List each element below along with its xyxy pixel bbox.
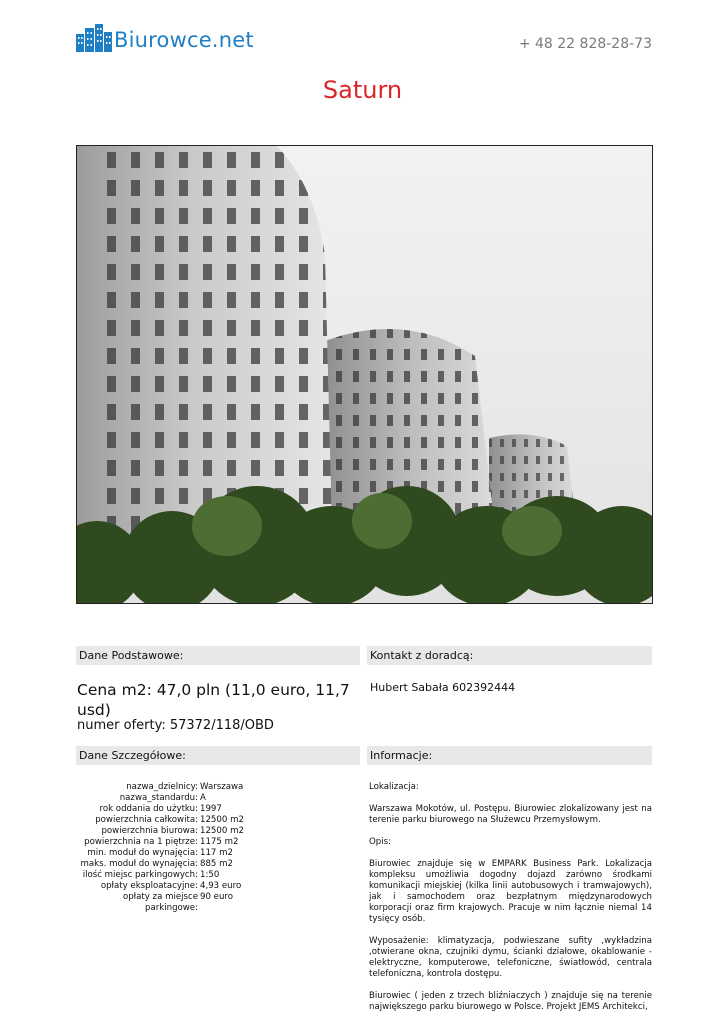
detail-row [77,892,362,914]
info-paragraph: Opis: [369,837,391,847]
detail-row [77,837,362,848]
detail-label: rok oddania do użytku: [99,804,198,814]
detail-row [77,859,362,870]
building-photo [76,145,653,604]
detail-label: min. moduł do wynajęcia: [87,848,198,858]
phone-number[interactable]: + 48 22 828-28-73 [518,36,652,52]
offer-number: numer oferty: 57372/118/OBD [77,718,274,733]
detail-label: opłaty eksploatacyjne: [100,881,198,891]
detail-value: 4,93 euro [200,881,242,891]
detail-value: 1175 m2 [200,837,239,847]
section-contact-header: Kontakt z doradcą: [367,646,652,665]
detail-row [77,793,362,804]
detail-row [77,804,362,815]
detail-row [77,782,362,793]
detail-row [77,815,362,826]
detail-value: 117 m2 [200,848,233,858]
detail-label: nazwa_dzielnicy: [126,782,198,792]
detail-value: 12500 m2 [200,826,244,836]
buildings-logo-icon [76,24,112,52]
info-paragraph: Wyposażenie: klimatyzacja, podwieszane sufity ,wykładzina ,otwierane okna, czujniki dymu, ścianki działowe, okablowanie - elektryczne, komputerowe, telefoniczne, światłowód, centrala telefoniczna, kontrola dostępu. [369,936,652,979]
logo-text: Biurowce.net [114,28,254,52]
detail-value: 1:50 [200,870,220,880]
info-paragraph: Biurowiec znajduje się w EMPARK Business Park. Lokalizacja kompleksu umożliwia dogodny dojazd zarówno środkami komunikacji miejskiej (kilka linii autobusowych i tramwajowych), jak i samochodem oraz bezpłatnym międzynarodowych korporacji oraz firm krajowych. Pracuje w nim łącznie niemal 14 tysięcy osób. [369,859,652,924]
detail-row [77,848,362,859]
section-info-header: Informacje: [367,746,652,765]
section-details-header: Dane Szczegółowe: [76,746,360,765]
advisor-contact[interactable]: Hubert Sabała 602392444 [370,681,516,694]
info-paragraph: Lokalizacja: [369,782,419,792]
office-buildings-image [77,146,653,604]
detail-label: ilość miejsc parkingowych: [82,870,198,880]
detail-value: 1997 [200,804,222,814]
detail-value: 885 m2 [200,859,233,869]
detail-row [77,870,362,881]
detail-label: maks. moduł do wynajęcia: [80,859,198,869]
detail-label: powierzchnia na 1 piętrze: [84,837,198,847]
details-table [77,782,362,914]
detail-row [77,826,362,837]
detail-row [77,881,362,892]
detail-value: A [200,793,206,803]
info-paragraph: Biurowiec ( jeden z trzech bliźniaczych ) znajduje się na terenie największego parku biurowego w Polsce. Projekt JEMS Architekci, [369,991,652,1012]
detail-value: 12500 m2 [200,815,244,825]
detail-value: Warszawa [200,782,244,792]
detail-label: powierzchnia biurowa: [101,826,198,836]
site-logo[interactable] [76,20,254,52]
info-text [369,782,652,1024]
detail-label: nazwa_standardu: [119,793,198,803]
detail-label: opłaty za miejsce parkingowe: [122,892,198,913]
section-basic-header: Dane Podstawowe: [76,646,360,665]
page-title: Saturn [322,76,403,104]
info-paragraph: Warszawa Mokotów, ul. Postępu. Biurowiec zlokalizowany jest na terenie parku biurowego na Służewcu Przemysłowym. [369,804,652,825]
detail-label: powierzchnia całkowita: [95,815,198,825]
detail-value: 90 euro [200,892,234,902]
price-line: Cena m2: 47,0 pln (11,0 euro, 11,7 usd) [77,681,350,719]
